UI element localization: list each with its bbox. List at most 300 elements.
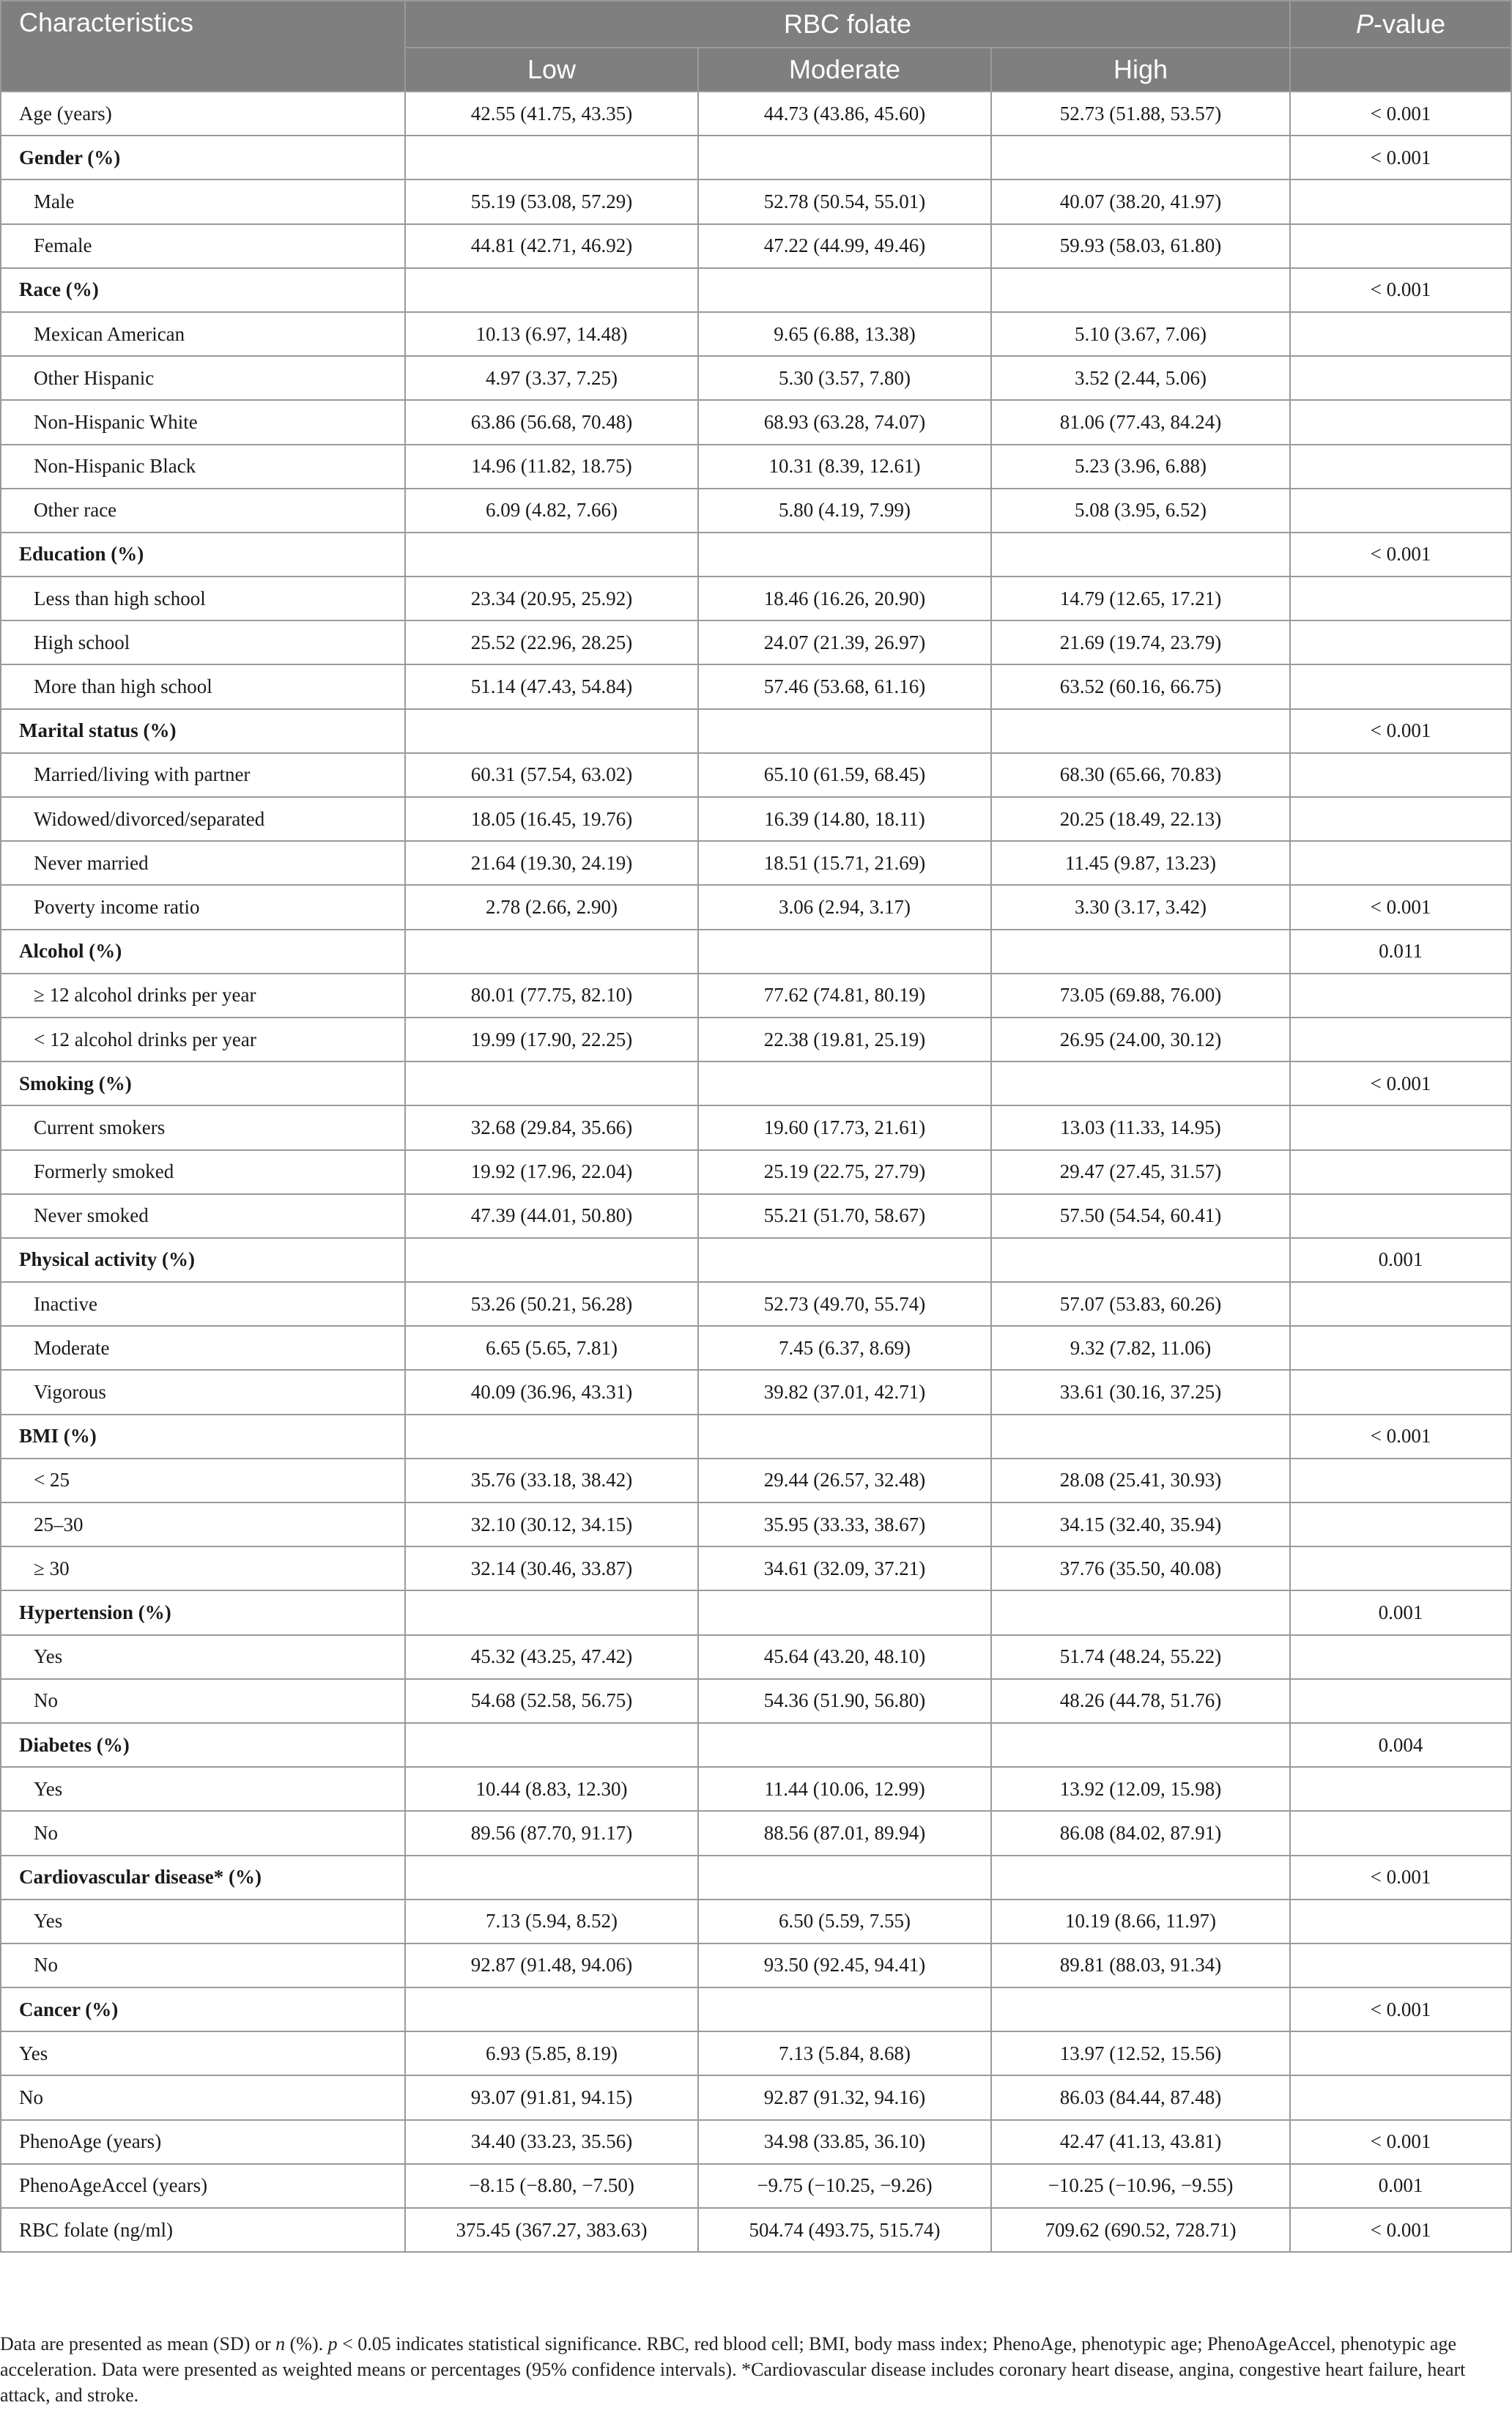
cell-high: 13.92 (12.09, 15.98) bbox=[991, 1767, 1290, 1811]
cell-high bbox=[991, 1061, 1290, 1105]
cell-moderate: 68.93 (63.28, 74.07) bbox=[698, 400, 991, 444]
cell-moderate bbox=[698, 1415, 991, 1459]
cell-moderate: 10.31 (8.39, 12.61) bbox=[698, 445, 991, 489]
row-label: 25–30 bbox=[1, 1502, 405, 1546]
row-label: Less than high school bbox=[1, 577, 405, 620]
cell-high: 42.47 (41.13, 43.81) bbox=[991, 2120, 1290, 2164]
cell-high: 28.08 (25.41, 30.93) bbox=[991, 1459, 1290, 1502]
table-row bbox=[1, 885, 1511, 929]
cell-high: 81.06 (77.43, 84.24) bbox=[991, 400, 1290, 444]
cell-moderate: 47.22 (44.99, 49.46) bbox=[698, 224, 991, 268]
cell-high: 86.08 (84.02, 87.91) bbox=[991, 1811, 1290, 1855]
cell-high: 63.52 (60.16, 66.75) bbox=[991, 664, 1290, 708]
cell-moderate: 5.80 (4.19, 7.99) bbox=[698, 489, 991, 533]
cell-moderate: 54.36 (51.90, 56.80) bbox=[698, 1679, 991, 1723]
cell-low: 45.32 (43.25, 47.42) bbox=[405, 1635, 698, 1679]
cell-moderate: 6.50 (5.59, 7.55) bbox=[698, 1900, 991, 1943]
table-row bbox=[1, 1238, 1511, 1282]
cell-high: 52.73 (51.88, 53.57) bbox=[991, 92, 1290, 136]
cell-moderate: 35.95 (33.33, 38.67) bbox=[698, 1502, 991, 1546]
cell-moderate: 44.73 (43.86, 45.60) bbox=[698, 92, 991, 136]
cell-high: 40.07 (38.20, 41.97) bbox=[991, 179, 1290, 223]
cell-high: 21.69 (19.74, 23.79) bbox=[991, 620, 1290, 664]
cell-p-value: 0.001 bbox=[1290, 1590, 1511, 1634]
row-label: Age (years) bbox=[1, 92, 405, 136]
cell-p-value bbox=[1290, 620, 1511, 664]
row-label: Yes bbox=[1, 2031, 405, 2075]
row-label: Physical activity (%) bbox=[1, 1238, 405, 1282]
cell-low bbox=[405, 1415, 698, 1459]
cell-low: 14.96 (11.82, 18.75) bbox=[405, 445, 698, 489]
cell-p-value bbox=[1290, 1635, 1511, 1679]
table-row bbox=[1, 445, 1511, 489]
cell-low: 55.19 (53.08, 57.29) bbox=[405, 179, 698, 223]
row-label: Yes bbox=[1, 1767, 405, 1811]
cell-low: 34.40 (33.23, 35.56) bbox=[405, 2120, 698, 2164]
cell-high bbox=[991, 709, 1290, 753]
cell-low: 89.56 (87.70, 91.17) bbox=[405, 1811, 698, 1855]
footnote-n: n bbox=[275, 2333, 286, 2354]
cell-p-value: < 0.001 bbox=[1290, 1987, 1511, 2031]
cell-high: 29.47 (27.45, 31.57) bbox=[991, 1150, 1290, 1194]
cell-p-value bbox=[1290, 312, 1511, 356]
cell-low bbox=[405, 1723, 698, 1767]
cell-p-value bbox=[1290, 1811, 1511, 1855]
cell-high: 11.45 (9.87, 13.23) bbox=[991, 841, 1290, 885]
cell-low: 19.99 (17.90, 22.25) bbox=[405, 1018, 698, 1061]
table-row bbox=[1, 268, 1511, 312]
table-row bbox=[1, 1900, 1511, 1943]
cell-high: 10.19 (8.66, 11.97) bbox=[991, 1900, 1290, 1943]
table-row bbox=[1, 1856, 1511, 1900]
cell-low bbox=[405, 1590, 698, 1634]
cell-p-value bbox=[1290, 1546, 1511, 1590]
row-label: Smoking (%) bbox=[1, 1061, 405, 1105]
table-row bbox=[1, 1943, 1511, 1987]
cell-p-value bbox=[1290, 1459, 1511, 1502]
row-label: More than high school bbox=[1, 664, 405, 708]
cell-high bbox=[991, 1590, 1290, 1634]
cell-p-value bbox=[1290, 577, 1511, 620]
cell-low: 2.78 (2.66, 2.90) bbox=[405, 885, 698, 929]
table-row bbox=[1, 1326, 1511, 1370]
cell-high: 48.26 (44.78, 51.76) bbox=[991, 1679, 1290, 1723]
cell-p-value: 0.001 bbox=[1290, 1238, 1511, 1282]
row-label: Yes bbox=[1, 1900, 405, 1943]
cell-low: 63.86 (56.68, 70.48) bbox=[405, 400, 698, 444]
cell-high: 3.30 (3.17, 3.42) bbox=[991, 885, 1290, 929]
cell-p-value: < 0.001 bbox=[1290, 1415, 1511, 1459]
table-row bbox=[1, 709, 1511, 753]
table-row bbox=[1, 664, 1511, 708]
cell-low bbox=[405, 1987, 698, 2031]
row-label: No bbox=[1, 1943, 405, 1987]
table-row bbox=[1, 2075, 1511, 2119]
row-label: Diabetes (%) bbox=[1, 1723, 405, 1767]
cell-p-value bbox=[1290, 664, 1511, 708]
table-footnote bbox=[0, 2331, 1511, 2408]
table-row bbox=[1, 1723, 1511, 1767]
cell-p-value: < 0.001 bbox=[1290, 268, 1511, 312]
cell-moderate bbox=[698, 136, 991, 179]
table-row bbox=[1, 1811, 1511, 1855]
row-label: Never smoked bbox=[1, 1194, 405, 1238]
header-rbc-folate: RBC folate bbox=[405, 1, 1290, 48]
cell-p-value bbox=[1290, 1679, 1511, 1723]
cell-high bbox=[991, 533, 1290, 577]
row-label: PhenoAge (years) bbox=[1, 2120, 405, 2164]
cell-low: 375.45 (367.27, 383.63) bbox=[405, 2208, 698, 2252]
cell-low: 51.14 (47.43, 54.84) bbox=[405, 664, 698, 708]
table-row bbox=[1, 312, 1511, 356]
cell-high: 33.61 (30.16, 37.25) bbox=[991, 1370, 1290, 1414]
cell-high bbox=[991, 1238, 1290, 1282]
cell-p-value bbox=[1290, 1105, 1511, 1149]
table-row bbox=[1, 1987, 1511, 2031]
cell-moderate: 57.46 (53.68, 61.16) bbox=[698, 664, 991, 708]
cell-moderate: 55.21 (51.70, 58.67) bbox=[698, 1194, 991, 1238]
row-label: < 25 bbox=[1, 1459, 405, 1502]
cell-high: 26.95 (24.00, 30.12) bbox=[991, 1018, 1290, 1061]
row-label: Married/living with partner bbox=[1, 753, 405, 797]
row-label: BMI (%) bbox=[1, 1415, 405, 1459]
table-row bbox=[1, 1546, 1511, 1590]
cell-low bbox=[405, 268, 698, 312]
cell-moderate: 92.87 (91.32, 94.16) bbox=[698, 2075, 991, 2119]
cell-moderate: 7.45 (6.37, 8.69) bbox=[698, 1326, 991, 1370]
cell-high: 5.23 (3.96, 6.88) bbox=[991, 445, 1290, 489]
row-label: Non-Hispanic White bbox=[1, 400, 405, 444]
cell-high bbox=[991, 1987, 1290, 2031]
cell-p-value: 0.004 bbox=[1290, 1723, 1511, 1767]
row-label: Current smokers bbox=[1, 1105, 405, 1149]
cell-moderate bbox=[698, 1590, 991, 1634]
row-label: Cardiovascular disease* (%) bbox=[1, 1856, 405, 1900]
cell-p-value bbox=[1290, 1370, 1511, 1414]
cell-high bbox=[991, 1415, 1290, 1459]
table-row bbox=[1, 1679, 1511, 1723]
cell-low bbox=[405, 1856, 698, 1900]
row-label: Formerly smoked bbox=[1, 1150, 405, 1194]
cell-moderate bbox=[698, 268, 991, 312]
cell-high: 89.81 (88.03, 91.34) bbox=[991, 1943, 1290, 1987]
header-moderate: Moderate bbox=[698, 48, 991, 92]
row-label: Other Hispanic bbox=[1, 356, 405, 400]
cell-p-value: < 0.001 bbox=[1290, 533, 1511, 577]
row-label: Never married bbox=[1, 841, 405, 885]
row-label: ≥ 12 alcohol drinks per year bbox=[1, 974, 405, 1018]
cell-high: −10.25 (−10.96, −9.55) bbox=[991, 2164, 1290, 2208]
table-row bbox=[1, 224, 1511, 268]
row-label: No bbox=[1, 2075, 405, 2119]
table-row bbox=[1, 1370, 1511, 1414]
row-label: Yes bbox=[1, 1635, 405, 1679]
row-label: Cancer (%) bbox=[1, 1987, 405, 2031]
cell-high: 14.79 (12.65, 17.21) bbox=[991, 577, 1290, 620]
cell-high: 37.76 (35.50, 40.08) bbox=[991, 1546, 1290, 1590]
cell-p-value: < 0.001 bbox=[1290, 92, 1511, 136]
cell-p-value bbox=[1290, 445, 1511, 489]
cell-moderate: 52.78 (50.54, 55.01) bbox=[698, 179, 991, 223]
header-p-value bbox=[1290, 1, 1511, 48]
cell-low: 47.39 (44.01, 50.80) bbox=[405, 1194, 698, 1238]
row-label: RBC folate (ng/ml) bbox=[1, 2208, 405, 2252]
cell-low bbox=[405, 1061, 698, 1105]
footnote-text bbox=[0, 2331, 1511, 2408]
cell-moderate: 5.30 (3.57, 7.80) bbox=[698, 356, 991, 400]
cell-p-value bbox=[1290, 1502, 1511, 1546]
cell-p-value bbox=[1290, 1150, 1511, 1194]
table-row bbox=[1, 2031, 1511, 2075]
header-characteristics: Characteristics bbox=[1, 1, 405, 92]
cell-low bbox=[405, 930, 698, 974]
row-label: Other race bbox=[1, 489, 405, 533]
table-row bbox=[1, 620, 1511, 664]
table-row bbox=[1, 179, 1511, 223]
cell-low bbox=[405, 136, 698, 179]
row-label: Widowed/divorced/separated bbox=[1, 797, 405, 841]
cell-high: 57.50 (54.54, 60.41) bbox=[991, 1194, 1290, 1238]
cell-moderate: 65.10 (61.59, 68.45) bbox=[698, 753, 991, 797]
row-label: Mexican American bbox=[1, 312, 405, 356]
cell-low: 92.87 (91.48, 94.06) bbox=[405, 1943, 698, 1987]
cell-moderate: 34.61 (32.09, 37.21) bbox=[698, 1546, 991, 1590]
table-row bbox=[1, 974, 1511, 1018]
cell-moderate: 39.82 (37.01, 42.71) bbox=[698, 1370, 991, 1414]
cell-low bbox=[405, 709, 698, 753]
cell-moderate: 77.62 (74.81, 80.19) bbox=[698, 974, 991, 1018]
cell-moderate: 16.39 (14.80, 18.11) bbox=[698, 797, 991, 841]
cell-low: 23.34 (20.95, 25.92) bbox=[405, 577, 698, 620]
cell-high bbox=[991, 930, 1290, 974]
row-label: No bbox=[1, 1811, 405, 1855]
row-label: Gender (%) bbox=[1, 136, 405, 179]
table-row bbox=[1, 1018, 1511, 1061]
cell-p-value: < 0.001 bbox=[1290, 1061, 1511, 1105]
cell-moderate: 29.44 (26.57, 32.48) bbox=[698, 1459, 991, 1502]
row-label: Hypertension (%) bbox=[1, 1590, 405, 1634]
cell-p-value: < 0.001 bbox=[1290, 2208, 1511, 2252]
cell-moderate: 93.50 (92.45, 94.41) bbox=[698, 1943, 991, 1987]
table-row bbox=[1, 1502, 1511, 1546]
p-italic: P bbox=[1355, 9, 1374, 39]
table-row bbox=[1, 356, 1511, 400]
cell-low: 60.31 (57.54, 63.02) bbox=[405, 753, 698, 797]
cell-high bbox=[991, 1723, 1290, 1767]
cell-p-value bbox=[1290, 489, 1511, 533]
footnote-part-1: Data are presented as mean (SD) or bbox=[0, 2333, 276, 2354]
cell-low bbox=[405, 533, 698, 577]
cell-moderate bbox=[698, 533, 991, 577]
cell-low: 44.81 (42.71, 46.92) bbox=[405, 224, 698, 268]
footnote-part-3: < 0.05 indicates statistical significance. RBC, red blood cell; BMI, body mass index; PhenoAge, phenotypic age; PhenoAgeAccel, phenotypic age acceleration. Data were presented as weighted means or percentages (95% confidence intervals). *Cardiovascular disease includes coronary heart disease, angina, congestive heart failure, heart attack, and stroke. bbox=[0, 2333, 1466, 2406]
cell-high: 73.05 (69.88, 76.00) bbox=[991, 974, 1290, 1018]
cell-low: 18.05 (16.45, 19.76) bbox=[405, 797, 698, 841]
row-label: Vigorous bbox=[1, 1370, 405, 1414]
table-row bbox=[1, 489, 1511, 533]
cell-moderate: 11.44 (10.06, 12.99) bbox=[698, 1767, 991, 1811]
table-row bbox=[1, 2164, 1511, 2208]
cell-moderate: 24.07 (21.39, 26.97) bbox=[698, 620, 991, 664]
row-label: Race (%) bbox=[1, 268, 405, 312]
cell-p-value: < 0.001 bbox=[1290, 709, 1511, 753]
table-body bbox=[1, 92, 1511, 2252]
cell-low: 10.44 (8.83, 12.30) bbox=[405, 1767, 698, 1811]
cell-low: 54.68 (52.58, 56.75) bbox=[405, 1679, 698, 1723]
row-label: Inactive bbox=[1, 1282, 405, 1326]
p-rest: -value bbox=[1373, 9, 1446, 39]
cell-p-value bbox=[1290, 1282, 1511, 1326]
cell-moderate: 45.64 (43.20, 48.10) bbox=[698, 1635, 991, 1679]
cell-low: 53.26 (50.21, 56.28) bbox=[405, 1282, 698, 1326]
cell-high: 59.93 (58.03, 61.80) bbox=[991, 224, 1290, 268]
cell-moderate bbox=[698, 1061, 991, 1105]
row-label: Education (%) bbox=[1, 533, 405, 577]
cell-moderate: 88.56 (87.01, 89.94) bbox=[698, 1811, 991, 1855]
row-label: Female bbox=[1, 224, 405, 268]
table-row bbox=[1, 797, 1511, 841]
cell-p-value bbox=[1290, 179, 1511, 223]
table-row bbox=[1, 1767, 1511, 1811]
row-label: Marital status (%) bbox=[1, 709, 405, 753]
cell-low: 42.55 (41.75, 43.35) bbox=[405, 92, 698, 136]
row-label: Alcohol (%) bbox=[1, 930, 405, 974]
cell-moderate: 52.73 (49.70, 55.74) bbox=[698, 1282, 991, 1326]
row-label: Non-Hispanic Black bbox=[1, 445, 405, 489]
row-label: Poverty income ratio bbox=[1, 885, 405, 929]
row-label: ≥ 30 bbox=[1, 1546, 405, 1590]
cell-p-value bbox=[1290, 224, 1511, 268]
cell-moderate: 7.13 (5.84, 8.68) bbox=[698, 2031, 991, 2075]
cell-p-value: 0.011 bbox=[1290, 930, 1511, 974]
cell-p-value bbox=[1290, 753, 1511, 797]
table-row bbox=[1, 136, 1511, 179]
cell-low: 4.97 (3.37, 7.25) bbox=[405, 356, 698, 400]
cell-moderate: 504.74 (493.75, 515.74) bbox=[698, 2208, 991, 2252]
row-label: High school bbox=[1, 620, 405, 664]
cell-low: 6.93 (5.85, 8.19) bbox=[405, 2031, 698, 2075]
footnote-p: p bbox=[327, 2333, 338, 2354]
cell-moderate: 3.06 (2.94, 3.17) bbox=[698, 885, 991, 929]
cell-low: 32.14 (30.46, 33.87) bbox=[405, 1546, 698, 1590]
cell-high bbox=[991, 1856, 1290, 1900]
cell-p-value bbox=[1290, 841, 1511, 885]
cell-low: 35.76 (33.18, 38.42) bbox=[405, 1459, 698, 1502]
table-row bbox=[1, 1415, 1511, 1459]
table-row bbox=[1, 1061, 1511, 1105]
cell-p-value bbox=[1290, 400, 1511, 444]
cell-moderate: 18.51 (15.71, 21.69) bbox=[698, 841, 991, 885]
cell-low: 21.64 (19.30, 24.19) bbox=[405, 841, 698, 885]
cell-low: 10.13 (6.97, 14.48) bbox=[405, 312, 698, 356]
cell-moderate: 19.60 (17.73, 21.61) bbox=[698, 1105, 991, 1149]
cell-p-value: < 0.001 bbox=[1290, 2120, 1511, 2164]
cell-high: 57.07 (53.83, 60.26) bbox=[991, 1282, 1290, 1326]
cell-low bbox=[405, 1238, 698, 1282]
cell-low: 7.13 (5.94, 8.52) bbox=[405, 1900, 698, 1943]
table-row bbox=[1, 2120, 1511, 2164]
cell-p-value bbox=[1290, 1326, 1511, 1370]
cell-p-value bbox=[1290, 797, 1511, 841]
cell-high: 5.10 (3.67, 7.06) bbox=[991, 312, 1290, 356]
cell-low: 80.01 (77.75, 82.10) bbox=[405, 974, 698, 1018]
cell-p-value: < 0.001 bbox=[1290, 1856, 1511, 1900]
cell-high: 51.74 (48.24, 55.22) bbox=[991, 1635, 1290, 1679]
cell-low: 32.68 (29.84, 35.66) bbox=[405, 1105, 698, 1149]
cell-p-value bbox=[1290, 1943, 1511, 1987]
table-row bbox=[1, 753, 1511, 797]
cell-high: 20.25 (18.49, 22.13) bbox=[991, 797, 1290, 841]
cell-moderate: 34.98 (33.85, 36.10) bbox=[698, 2120, 991, 2164]
table-row bbox=[1, 1459, 1511, 1502]
cell-high bbox=[991, 268, 1290, 312]
row-label: < 12 alcohol drinks per year bbox=[1, 1018, 405, 1061]
cell-high: 9.32 (7.82, 11.06) bbox=[991, 1326, 1290, 1370]
table-row bbox=[1, 1635, 1511, 1679]
table-row bbox=[1, 1282, 1511, 1326]
cell-high: 13.03 (11.33, 14.95) bbox=[991, 1105, 1290, 1149]
table-row bbox=[1, 400, 1511, 444]
cell-high: 34.15 (32.40, 35.94) bbox=[991, 1502, 1290, 1546]
cell-moderate: 9.65 (6.88, 13.38) bbox=[698, 312, 991, 356]
row-label: Moderate bbox=[1, 1326, 405, 1370]
cell-low: 6.65 (5.65, 7.81) bbox=[405, 1326, 698, 1370]
cell-p-value bbox=[1290, 1767, 1511, 1811]
cell-low: 19.92 (17.96, 22.04) bbox=[405, 1150, 698, 1194]
header-low: Low bbox=[405, 48, 698, 92]
cell-moderate: 22.38 (19.81, 25.19) bbox=[698, 1018, 991, 1061]
cell-p-value: < 0.001 bbox=[1290, 136, 1511, 179]
table-row bbox=[1, 1150, 1511, 1194]
table-row bbox=[1, 533, 1511, 577]
cell-p-value bbox=[1290, 1018, 1511, 1061]
cell-high bbox=[991, 136, 1290, 179]
table-row bbox=[1, 1194, 1511, 1238]
cell-moderate bbox=[698, 1238, 991, 1282]
cell-low: 25.52 (22.96, 28.25) bbox=[405, 620, 698, 664]
cell-low: 40.09 (36.96, 43.31) bbox=[405, 1370, 698, 1414]
cell-moderate: −9.75 (−10.25, −9.26) bbox=[698, 2164, 991, 2208]
cell-low: 93.07 (91.81, 94.15) bbox=[405, 2075, 698, 2119]
row-label: PhenoAgeAccel (years) bbox=[1, 2164, 405, 2208]
cell-p-value bbox=[1290, 974, 1511, 1018]
cell-high: 13.97 (12.52, 15.56) bbox=[991, 2031, 1290, 2075]
header-p-empty bbox=[1290, 48, 1511, 92]
cell-p-value bbox=[1290, 2031, 1511, 2075]
table-row bbox=[1, 577, 1511, 620]
footnote-part-2: (%). bbox=[285, 2333, 328, 2354]
table-row bbox=[1, 930, 1511, 974]
cell-high: 709.62 (690.52, 728.71) bbox=[991, 2208, 1290, 2252]
cell-p-value bbox=[1290, 1900, 1511, 1943]
header-high: High bbox=[991, 48, 1290, 92]
cell-moderate bbox=[698, 1856, 991, 1900]
cell-p-value bbox=[1290, 2075, 1511, 2119]
cell-high: 5.08 (3.95, 6.52) bbox=[991, 489, 1290, 533]
cell-p-value bbox=[1290, 1194, 1511, 1238]
cell-low: −8.15 (−8.80, −7.50) bbox=[405, 2164, 698, 2208]
table-row bbox=[1, 1105, 1511, 1149]
row-label: Male bbox=[1, 179, 405, 223]
cell-moderate: 25.19 (22.75, 27.79) bbox=[698, 1150, 991, 1194]
cell-p-value: < 0.001 bbox=[1290, 885, 1511, 929]
table-row bbox=[1, 1590, 1511, 1634]
cell-p-value: 0.001 bbox=[1290, 2164, 1511, 2208]
cell-moderate bbox=[698, 930, 991, 974]
row-label: No bbox=[1, 1679, 405, 1723]
cell-low: 6.09 (4.82, 7.66) bbox=[405, 489, 698, 533]
cell-high: 3.52 (2.44, 5.06) bbox=[991, 356, 1290, 400]
